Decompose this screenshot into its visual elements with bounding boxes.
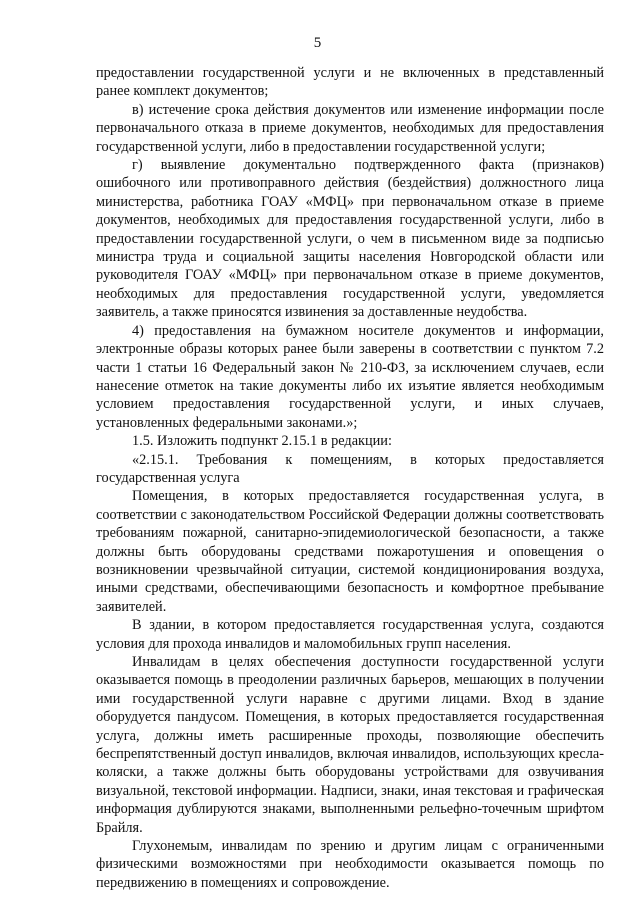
paragraph-deaf-blind-assistance: Глухонемым, инвалидам по зрению и другим лицам с ограниченными физическими возможностями при необходимости оказывается помощь по передвижению в помещениях и сопровождение. (96, 838, 604, 891)
paragraph-building-access: В здании, в котором предоставляется государственная услуга, создаются условия для прохода инвалидов и маломобильных групп населения. (96, 617, 604, 652)
paragraph-premises-requirements: Помещения, в которых предоставляется государственная услуга, в соответствии с законодательством Российской Федерации должны соответствовать требованиям пожарной, санитарно-эпидемиологической безопасности, а также должны быть оборудованы средствами пожаротушения и оповещения о возникновении чрезвычайной ситуации, системой кондиционирования воздуха, иными средствами, обеспечивающими безопасность и комфортное пребывание заявителей. (96, 488, 604, 615)
paragraph-item-g: г) выявление документально подтвержденного факта (признаков) ошибочного или противоправного действия (бездействия) должностного лица министерства, работника ГОАУ «МФЦ» при первоначальном отказе в приеме документов, необходимых для предоставления государственной услуги, либо в предоставлении государственной услуги, о чем в письменном виде за подписью министра труда и социальной защиты населения Новгородской области или руководителя ГОАУ «МФЦ» при первоначальном отказе в приеме документов, необходимых для предоставления государственной услуги, уведомляется заявитель, а также приносятся извинения за доставленные неудобства. (96, 157, 604, 321)
paragraph-heading-2-15-1: «2.15.1. Требования к помещениям, в которых предоставляется государственная услуга (96, 451, 604, 486)
paragraph-item-4: 4) предоставления на бумажном носителе документов и информации, электронные образы которых ранее были заверены в соответствии с пунктом 7.2 части 1 статьи 16 Федеральный закон № 210-ФЗ, за исключением случаев, если нанесение отметок на такие документы либо их изъятие является необходимым условием предоставления государственной услуги, и иных случаев, установленных федеральными законами.»; (96, 322, 604, 431)
paragraph-amendment-1-5: 1.5. Изложить подпункт 2.15.1 в редакции: (132, 433, 392, 450)
paragraph-item-v: в) истечение срока действия документов или изменение информации после первоначального отказа в приеме документов, необходимых для предоставления государственной услуги, либо в предоставлении государственной услуги; (96, 101, 604, 155)
paragraph-disabled-assistance: Инвалидам в целях обеспечения доступности государственной услуги оказывается помощь в преодолении различных барьеров, мешающих в получении ими государственной услуги наравне с другими лицами. Вход в здание оборудуется пандусом. Помещения, в которых предоставляется государственная услуга, должны иметь расширенные проходы, позволяющие обеспечить беспрепятственный доступ инвалидов, включая инвалидов, использующих кресла-коляски, а также должны быть оборудованы устройствами для озвучивания визуальной, текстовой информации. Надписи, знаки, иная текстовая и графическая информация дублируются знаками, выполненными рельефно-точечным шрифтом Брайля. (96, 654, 604, 836)
page-number: 5 (313, 35, 322, 51)
paragraph-continuation: предоставлении государственной услуги и не включенных в представленный ранее комплект документов; (96, 65, 604, 100)
document-body (96, 64, 604, 892)
